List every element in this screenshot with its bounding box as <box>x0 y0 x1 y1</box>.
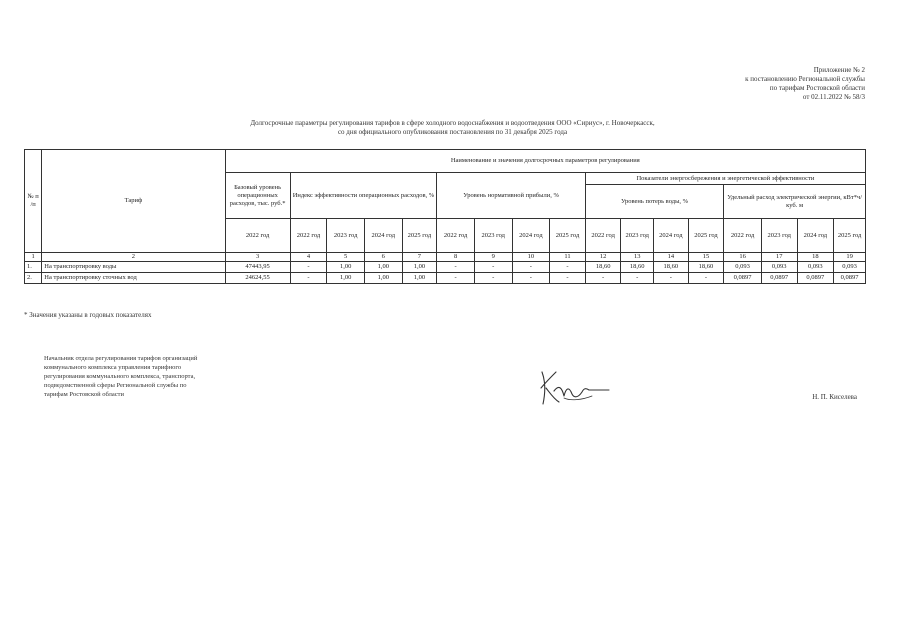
year-header: 2025 год <box>688 219 724 253</box>
position-line: коммунального комплекса управления тарифного <box>44 364 182 371</box>
row-cell: - <box>474 262 512 273</box>
row-cell: - <box>550 273 586 284</box>
row-number: 2. <box>25 273 42 284</box>
row-cell: - <box>654 273 689 284</box>
header-number: № п /п <box>25 150 42 253</box>
row-cell: 47443,95 <box>225 262 290 273</box>
year-header: 2024 год <box>512 219 550 253</box>
row-cell: 18,60 <box>585 262 621 273</box>
header-base-level: Базовый уровень операционных расходов, тыс. руб.* <box>225 173 290 219</box>
column-number: 16 <box>724 253 762 262</box>
year-header: 2024 год <box>797 219 834 253</box>
header-efficiency-index: Индекс эффективности операционных расходов, % <box>290 173 437 219</box>
year-header: 2023 год <box>474 219 512 253</box>
appendix-line: по тарифам Ростовской области <box>769 84 865 92</box>
row-cell: 1,00 <box>402 273 437 284</box>
row-cell: 1,00 <box>327 262 365 273</box>
column-number: 15 <box>688 253 724 262</box>
row-cell: - <box>437 262 475 273</box>
row-cell: 1,00 <box>327 273 365 284</box>
year-header: 2022 год <box>225 219 290 253</box>
row-cell: - <box>550 262 586 273</box>
row-cell: 0,0897 <box>724 273 762 284</box>
row-cell: 24624,55 <box>225 273 290 284</box>
year-header: 2022 год <box>724 219 762 253</box>
column-number: 19 <box>834 253 866 262</box>
row-cell: - <box>437 273 475 284</box>
header-energy-group: Показатели энергосбережения и энергетической эффективности <box>585 173 865 185</box>
column-number: 18 <box>797 253 834 262</box>
row-number: 1. <box>25 262 42 273</box>
column-number: 13 <box>621 253 654 262</box>
column-number: 4 <box>290 253 327 262</box>
row-cell: 18,60 <box>654 262 689 273</box>
header-electricity: Удельный расход электрической энергии, кВт*ч/куб. м <box>724 185 866 219</box>
row-cell: - <box>512 262 550 273</box>
row-cell: 0,093 <box>797 262 834 273</box>
position-line: Начальник отдела регулирования тарифов организаций <box>44 355 198 362</box>
year-header: 2024 год <box>364 219 402 253</box>
year-header: 2022 год <box>585 219 621 253</box>
row-cell: - <box>290 262 327 273</box>
title-line: Долгосрочные параметры регулирования тарифов в сфере холодного водоснабжения и водоотведения ООО «Сириус», г. Новочеркасск, <box>250 119 655 127</box>
appendix-number: Приложение № 2 <box>813 66 865 74</box>
row-cell: 0,093 <box>761 262 797 273</box>
row-cell: - <box>688 273 724 284</box>
table-row <box>25 262 866 273</box>
position-line: регулирования коммунального комплекса, транспорта, <box>44 373 196 380</box>
position-line: подведомственной сферы Региональной службы по <box>44 382 187 389</box>
table-row <box>25 273 866 284</box>
column-number: 11 <box>550 253 586 262</box>
year-header: 2024 год <box>654 219 689 253</box>
row-tariff: На транспортировку воды <box>42 262 225 273</box>
header-parameters-group: Наименование и значения долгосрочных параметров регулирования <box>225 150 865 173</box>
year-header: 2025 год <box>550 219 586 253</box>
year-header: 2022 год <box>437 219 475 253</box>
year-header: 2023 год <box>621 219 654 253</box>
row-cell: - <box>474 273 512 284</box>
column-number: 12 <box>585 253 621 262</box>
row-cell: 0,093 <box>724 262 762 273</box>
column-number: 9 <box>474 253 512 262</box>
row-cell: 0,0897 <box>797 273 834 284</box>
year-header: 2023 год <box>761 219 797 253</box>
column-number: 10 <box>512 253 550 262</box>
handwritten-signature <box>534 368 614 408</box>
row-cell: 1,00 <box>364 262 402 273</box>
footnote: * Значения указаны в годовых показателях <box>24 311 152 319</box>
column-number: 17 <box>761 253 797 262</box>
column-number: 3 <box>225 253 290 262</box>
column-number: 8 <box>437 253 475 262</box>
parameters-table <box>24 149 866 284</box>
header-tariff: Тариф <box>42 150 225 253</box>
row-cell: 0,093 <box>834 262 866 273</box>
position-line: тарифам Ростовской области <box>44 391 124 398</box>
row-cell: 1,00 <box>402 262 437 273</box>
row-tariff: На транспортировку сточных вод <box>42 273 225 284</box>
row-cell: 0,0897 <box>834 273 866 284</box>
row-cell: 18,60 <box>621 262 654 273</box>
appendix-date: от 02.11.2022 № 58/3 <box>802 93 865 101</box>
appendix-header <box>745 66 865 102</box>
column-number: 7 <box>402 253 437 262</box>
header-profit-level: Уровень нормативной прибыли, % <box>437 173 586 219</box>
column-number: 14 <box>654 253 689 262</box>
column-number: 1 <box>25 253 42 262</box>
row-cell: 18,60 <box>688 262 724 273</box>
row-cell: - <box>290 273 327 284</box>
row-cell: 0,0897 <box>761 273 797 284</box>
document-title <box>0 119 905 137</box>
appendix-line: к постановлению Региональной службы <box>745 75 865 83</box>
column-number: 2 <box>42 253 225 262</box>
column-number: 5 <box>327 253 365 262</box>
title-line: со дня официального опубликования постановления по 31 декабря 2025 года <box>337 128 568 136</box>
row-cell: - <box>585 273 621 284</box>
row-cell: - <box>621 273 654 284</box>
year-header: 2025 год <box>834 219 866 253</box>
column-number: 6 <box>364 253 402 262</box>
row-cell: - <box>512 273 550 284</box>
year-header: 2022 год <box>290 219 327 253</box>
signatory-position <box>44 354 244 399</box>
signer-name: Н. П. Киселева <box>812 393 857 401</box>
year-header: 2025 год <box>402 219 437 253</box>
row-cell: 1,00 <box>364 273 402 284</box>
header-water-loss: Уровень потерь воды, % <box>585 185 723 219</box>
year-header: 2023 год <box>327 219 365 253</box>
